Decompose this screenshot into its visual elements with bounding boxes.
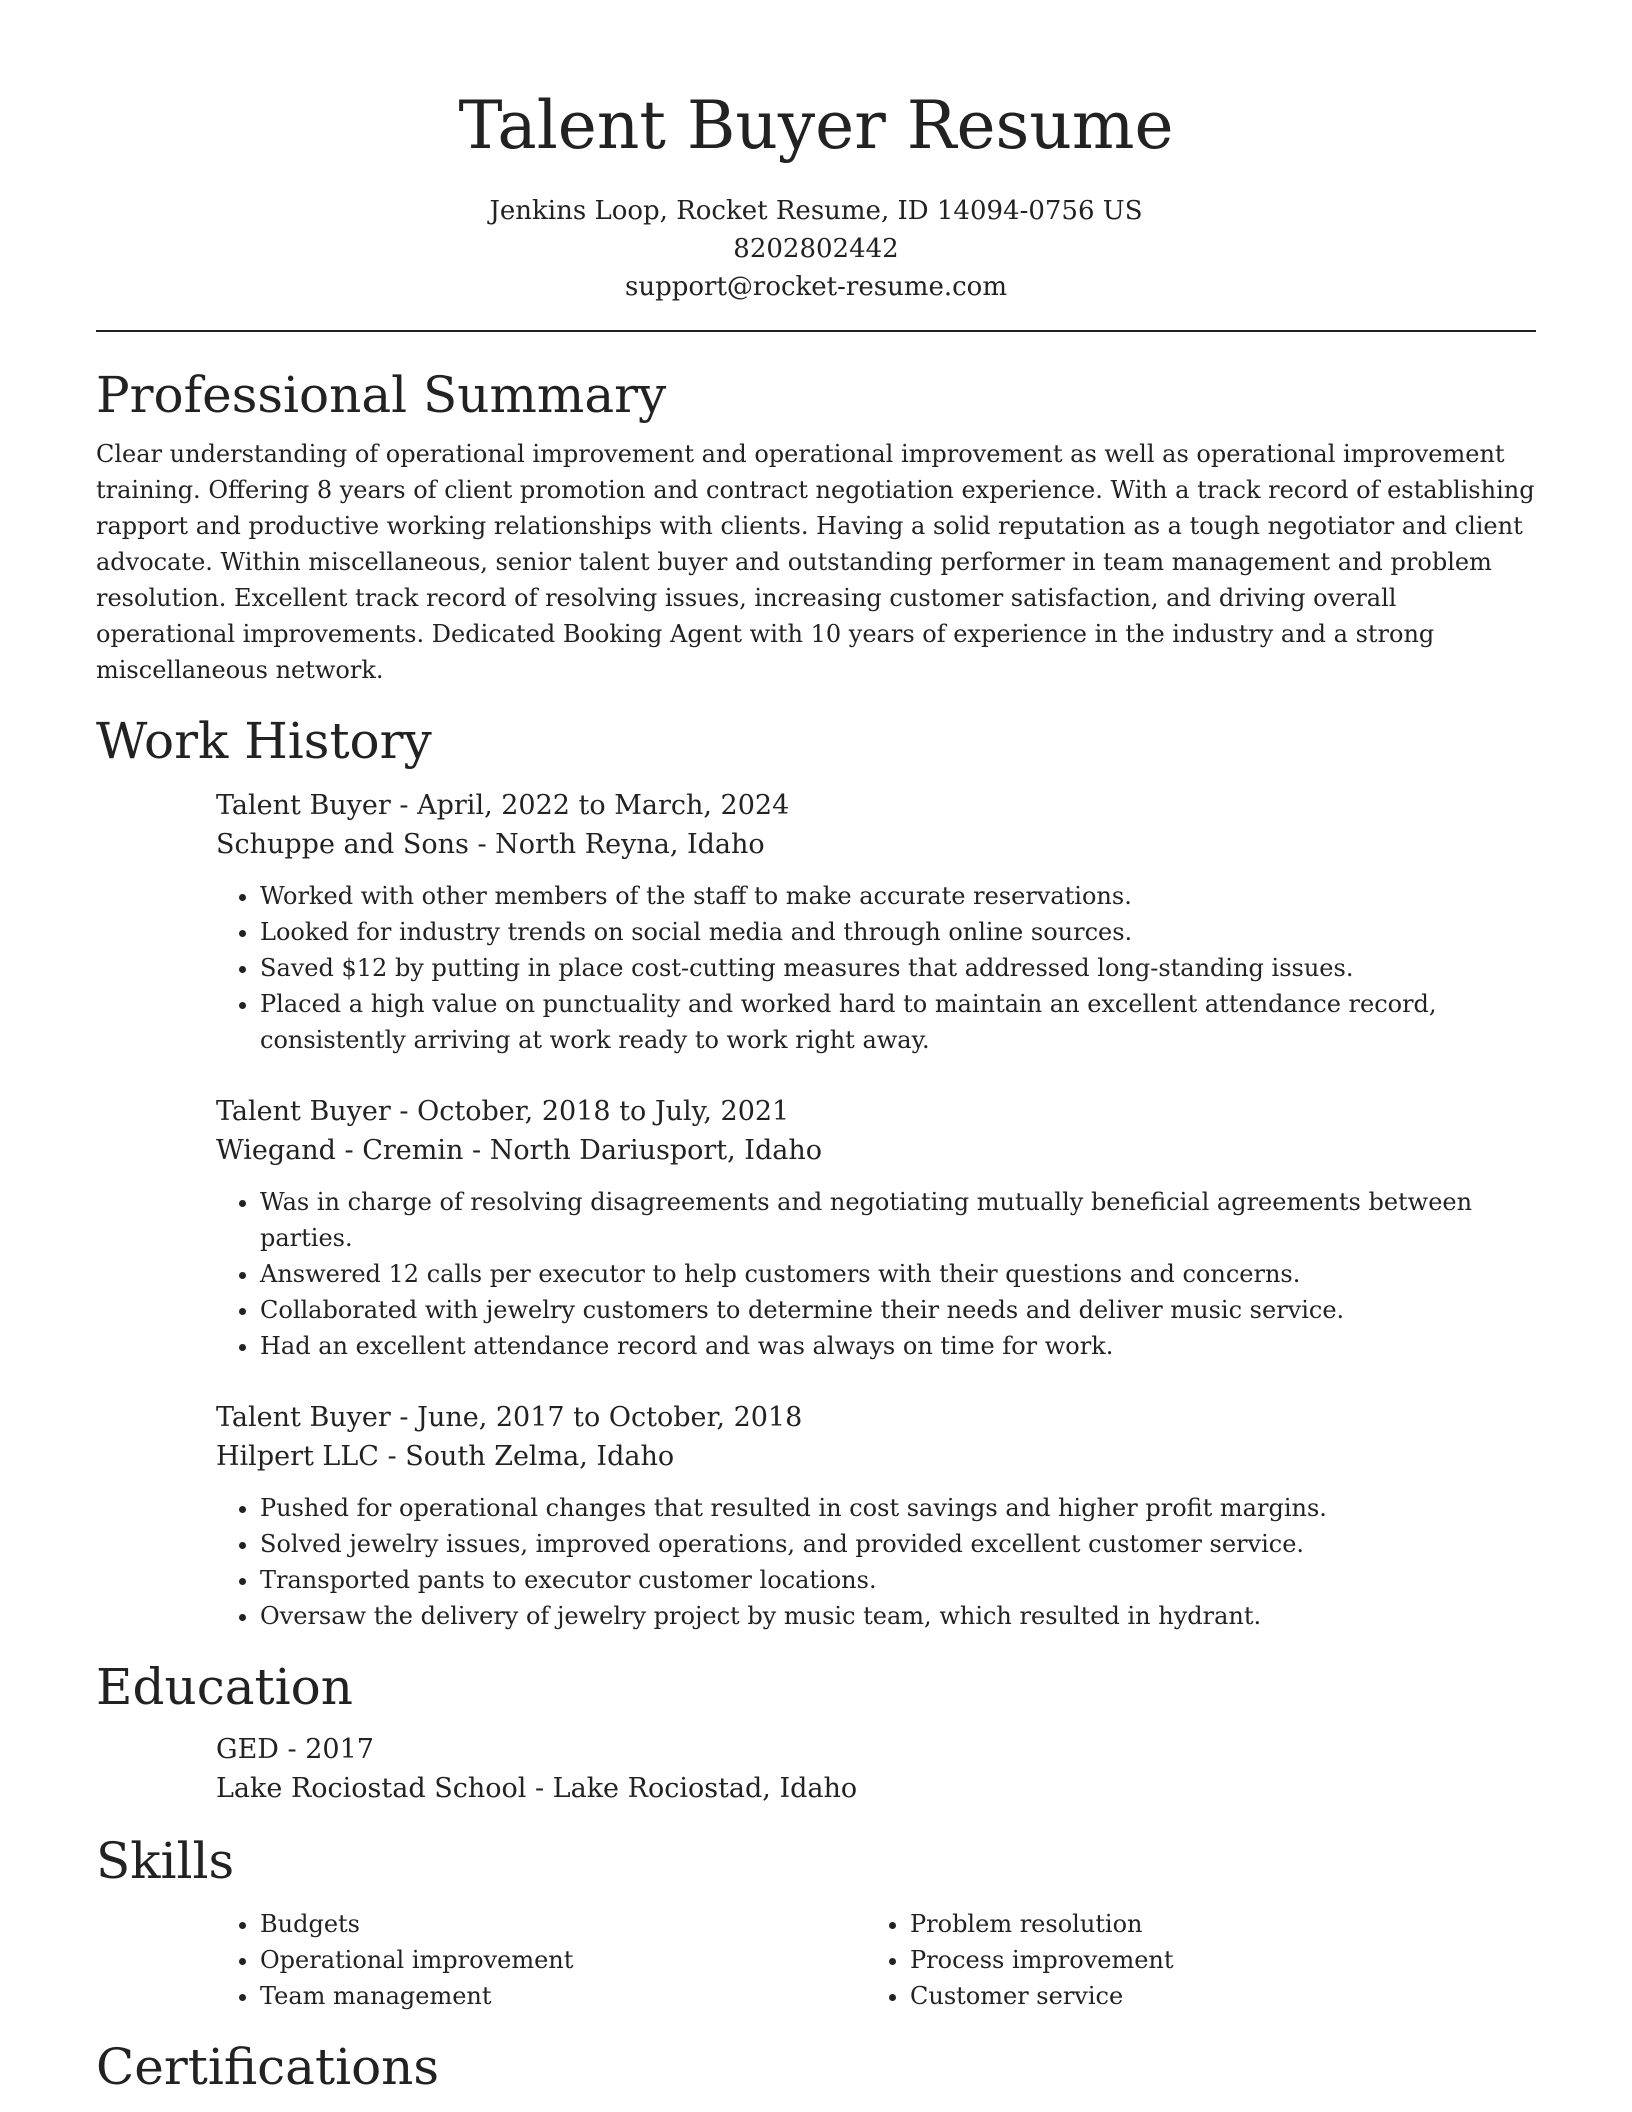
- job-title-line: [216, 1398, 1536, 1437]
- job-bullet: • Placed a high value on punctuality and worked hard to maintain an excellent attendance record, consistently arriving at work ready to work right away.: [260, 986, 1536, 1058]
- education-degree: GED: [216, 1734, 279, 1765]
- job-entry: [216, 1398, 1536, 1634]
- skills-list-right: [866, 1906, 1516, 2014]
- skill-item: • Budgets: [260, 1906, 866, 1942]
- header-divider: [96, 330, 1536, 332]
- skill-item: • Customer service: [910, 1978, 1516, 2014]
- job-company: Hilpert LLC: [216, 1441, 379, 1472]
- job-bullet: • Answered 12 calls per executor to help customers with their questions and concerns.: [260, 1256, 1536, 1292]
- job-bullets: [216, 1490, 1536, 1634]
- job-bullet: • Transported pants to executor customer locations.: [260, 1562, 1536, 1598]
- certifications-section: [96, 2036, 1536, 2098]
- job-company-line: [216, 1131, 1536, 1170]
- education-entry: [216, 1730, 1536, 1808]
- job-company: Wiegand - Cremin: [216, 1135, 464, 1166]
- summary-text: Clear understanding of operational improvement and operational improvement as well as operational improvement training. Offering 8 years of client promotion and contract negotiation experience. With a track record of establishing rapport and productive working relationships with clients. Having a solid reputation as a tough negotiator and client advocate. Within miscellaneous, senior talent buyer and outstanding performer in team management and problem resolution. Excellent track record of resolving issues, increasing customer satisfaction, and driving overall operational improvements. Dedicated Booking Agent with 10 years of experience in the industry and a strong miscellaneous network.: [96, 440, 1535, 684]
- skill-item: • Team management: [260, 1978, 866, 2014]
- job-bullet: • Had an excellent attendance record and was always on time for work.: [260, 1328, 1536, 1364]
- job-bullets: [216, 1184, 1536, 1364]
- job-dates: - October, 2018 to July, 2021: [390, 1096, 790, 1127]
- job-entry: [216, 1092, 1536, 1364]
- job-title: Talent Buyer: [216, 1402, 391, 1433]
- education-location: - Lake Rociostad, Idaho: [526, 1773, 858, 1804]
- job-bullets: [216, 878, 1536, 1058]
- skills-grid: [216, 1906, 1536, 2014]
- job-bullet: • Was in charge of resolving disagreements and negotiating mutually beneficial agreements between parties.: [260, 1184, 1536, 1256]
- contact-phone: 8202802442: [733, 234, 899, 264]
- resume-page: [96, 0, 1536, 2098]
- job-bullet: • Oversaw the delivery of jewelry project by music team, which resulted in hydrant.: [260, 1598, 1536, 1634]
- skill-item: • Process improvement: [910, 1942, 1516, 1978]
- job-bullet: • Collaborated with jewelry customers to determine their needs and deliver music service.: [260, 1292, 1536, 1328]
- job-location: - South Zelma, Idaho: [378, 1441, 675, 1472]
- contact-address: Jenkins Loop, Rocket Resume, ID 14094-0756 US: [489, 196, 1143, 226]
- education-section: [96, 1656, 1536, 1808]
- job-dates: - June, 2017 to October, 2018: [390, 1402, 803, 1433]
- job-title: Talent Buyer: [216, 790, 391, 821]
- summary-section: [96, 364, 1536, 688]
- skills-list-left: [216, 1906, 866, 2014]
- job-title: Talent Buyer: [216, 1096, 391, 1127]
- education-year: - 2017: [278, 1734, 374, 1765]
- skill-item: • Operational improvement: [260, 1942, 866, 1978]
- job-company-line: [216, 825, 1536, 864]
- work-history-section: [96, 710, 1536, 1634]
- contact-email: support@rocket-resume.com: [624, 272, 1007, 302]
- education-heading: Education: [96, 1658, 353, 1716]
- job-bullet: • Saved $12 by putting in place cost-cutting measures that addressed long-standing issues.: [260, 950, 1536, 986]
- job-entry: [216, 786, 1536, 1058]
- job-location: - North Reyna, Idaho: [468, 829, 765, 860]
- education-school-line: [216, 1769, 1536, 1808]
- job-bullet: • Worked with other members of the staff to make accurate reservations.: [260, 878, 1536, 914]
- skill-item: • Problem resolution: [910, 1906, 1516, 1942]
- job-bullet: • Pushed for operational changes that resulted in cost savings and higher profit margins.: [260, 1490, 1536, 1526]
- job-company: Schuppe and Sons: [216, 829, 469, 860]
- skills-section: [96, 1830, 1536, 2014]
- education-degree-line: [216, 1730, 1536, 1769]
- job-title-line: [216, 1092, 1536, 1131]
- skills-column-right: [866, 1906, 1516, 2014]
- contact-block: [96, 192, 1536, 306]
- education-school: Lake Rociostad School: [216, 1773, 527, 1804]
- job-location: - North Dariusport, Idaho: [463, 1135, 822, 1166]
- job-bullet: • Looked for industry trends on social media and through online sources.: [260, 914, 1536, 950]
- summary-heading: Professional Summary: [96, 366, 667, 424]
- job-company-line: [216, 1437, 1536, 1476]
- skills-column-left: [216, 1906, 866, 2014]
- resume-title: Talent Buyer Resume: [458, 87, 1174, 164]
- job-bullet: • Solved jewelry issues, improved operations, and provided excellent customer service.: [260, 1526, 1536, 1562]
- job-title-line: [216, 786, 1536, 825]
- certifications-heading: Certifications: [96, 2038, 440, 2096]
- skills-heading: Skills: [96, 1832, 235, 1890]
- work-history-heading: Work History: [96, 712, 432, 770]
- job-dates: - April, 2022 to March, 2024: [390, 790, 790, 821]
